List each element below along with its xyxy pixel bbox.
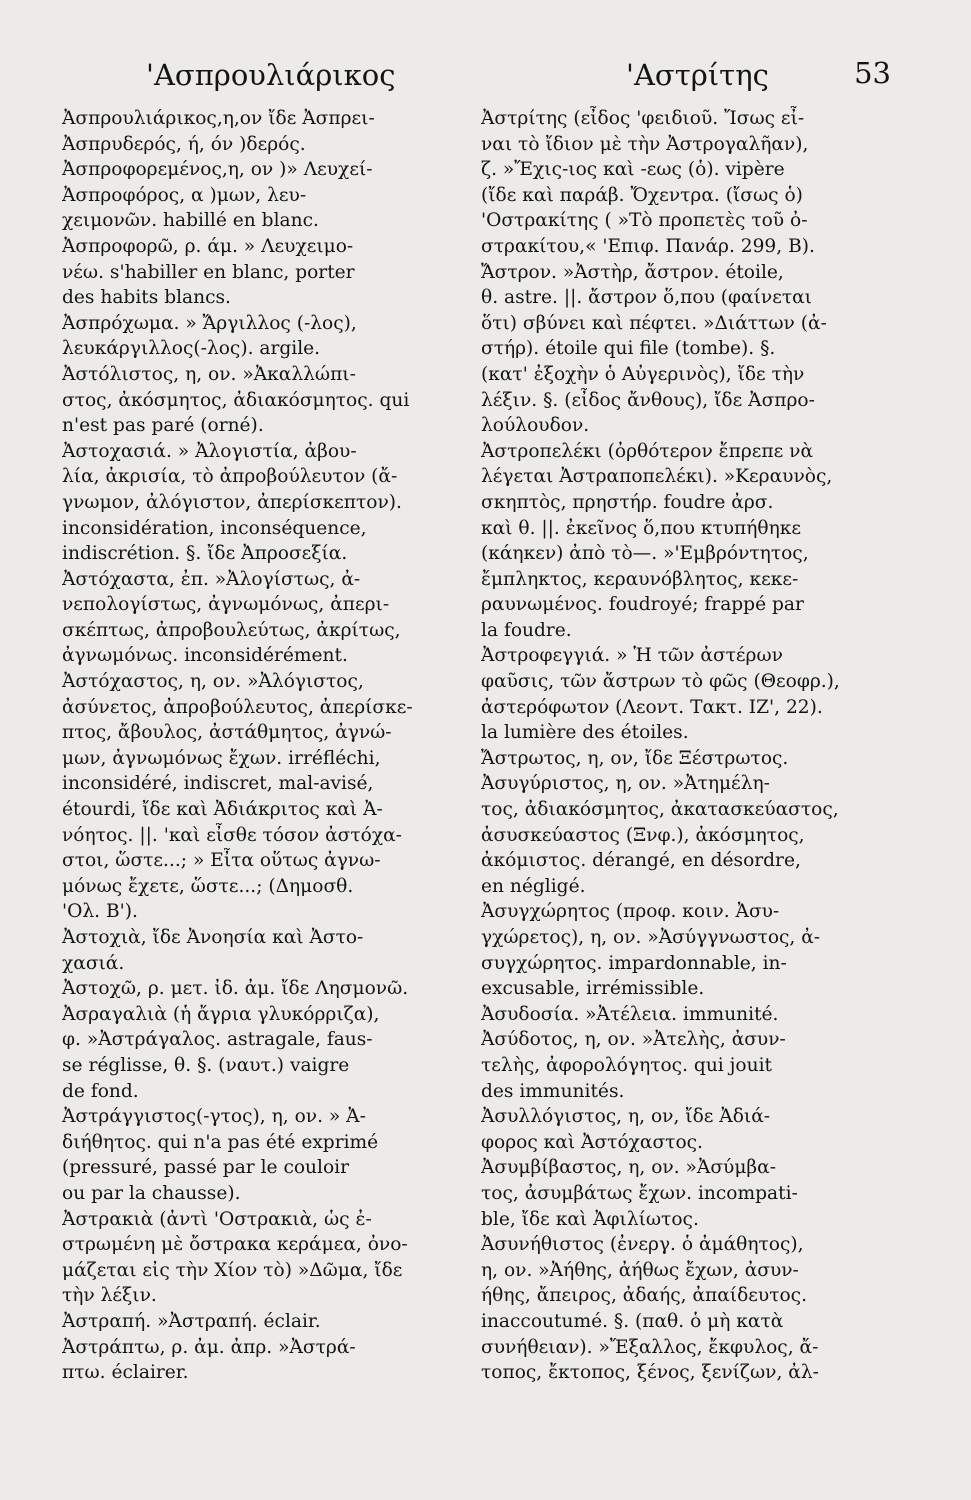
text-line: Ἀστράπτω, ρ. ἀμ. ἀπρ. »Ἀστρά- bbox=[62, 1336, 356, 1358]
text-line: Ἀστόχαστος, η, ον. »Ἀλόγιστος, bbox=[62, 671, 364, 693]
text-line: φαῦσις, τῶν ἄστρων τὸ φῶς (Θεοφρ.), bbox=[481, 671, 840, 693]
text-line: φ. »Ἀστράγαλος. astragale, faus- bbox=[62, 1029, 373, 1051]
text-line: n'est pas paré (orné). bbox=[62, 415, 264, 437]
page-number: 53 bbox=[854, 56, 891, 90]
text-line: χασιά. bbox=[62, 952, 125, 974]
text-line: ἀσύνετος, ἀπροβούλευτος, ἀπερίσκε- bbox=[62, 696, 413, 718]
text-line: Ἀσυγχώρητος (προφ. κοιν. Ἀσυ- bbox=[481, 901, 780, 923]
text-line: νόητος. ||. 'καὶ εἶσθε τόσον ἀστόχα- bbox=[62, 824, 402, 846]
text-line: inconsidération, inconséquence, bbox=[62, 517, 367, 539]
text-line: Ἀστρακιὰ (ἀντὶ 'Οστρακιὰ, ὡς ἐ- bbox=[62, 1208, 372, 1230]
text-line: λευκάργιλλος(-λος). argile. bbox=[62, 338, 321, 360]
text-line: στος, ἀκόσμητος, ἀδιακόσμητος. qui bbox=[62, 389, 410, 411]
text-line: indiscrétion. §. ἴδε Ἀπροσεξία. bbox=[62, 543, 348, 565]
text-line: excusable, irrémissible. bbox=[481, 978, 705, 1000]
text-line: Ἀσπρυδερός, ή, όν )δερός. bbox=[62, 133, 306, 155]
text-line: se réglisse, θ. §. (ναυτ.) vaigre bbox=[62, 1054, 350, 1076]
text-line: Ἀσπροφορεμένος,η, ον )» Λευχεί- bbox=[62, 159, 373, 181]
text-line: ble, ἴδε καὶ Ἀφιλίωτος. bbox=[481, 1208, 699, 1230]
text-line: νέω. s'habiller en blanc, porter bbox=[62, 261, 355, 283]
running-head-left: 'Ασπρουλιάρικος bbox=[146, 58, 396, 92]
text-line: Ἀστόλιστος, η, ον. »Ἀκαλλώπι- bbox=[62, 363, 356, 385]
text-line: des immunités. bbox=[481, 1080, 625, 1102]
text-line: ἀστερόφωτον (Λεοντ. Τακτ. ΙΖ', 22). bbox=[481, 696, 823, 718]
text-line: Ἀσυμβίβαστος, η, ον. »Ἀσύμβα- bbox=[481, 1157, 777, 1179]
text-line: ναι τὸ ἴδιον μὲ τὴν Ἀστρογαλῆαν), bbox=[481, 133, 809, 155]
text-line: Ἄστρωτος, η, ον, ἴδε Ξέστρωτος. bbox=[481, 747, 789, 769]
text-line: πτω. éclairer. bbox=[62, 1362, 189, 1384]
text-line: χειμονῶν. habillé en blanc. bbox=[62, 210, 319, 232]
text-line: Ἀστοχασιά. » Ἀλογιστία, ἀβου- bbox=[62, 440, 357, 462]
text-line: σκέπτως, ἀπροβουλεύτως, ἀκρίτως, bbox=[62, 619, 401, 641]
text-line: ἀσυσκεύαστος (Ξνφ.), ἀκόσμητος, bbox=[481, 824, 805, 846]
text-line: μων, ἀγνωμόνως ἔχων. irréfléchi, bbox=[62, 747, 381, 769]
text-line: Ἀσπρόχωμα. » Ἄργιλλος (-λος), bbox=[62, 312, 357, 334]
text-line: en négligé. bbox=[481, 875, 586, 897]
text-line: η, ον. »Ἀήθης, ἀήθως ἔχων, ἀσυν- bbox=[481, 1259, 799, 1281]
text-columns bbox=[62, 106, 891, 1386]
text-line: des habits blancs. bbox=[62, 287, 231, 309]
text-line: διήθητος. qui n'a pas été exprimé bbox=[62, 1131, 379, 1153]
text-line: de fond. bbox=[62, 1080, 139, 1102]
text-line: inaccoutumé. §. (παθ. ὁ μὴ κατὰ bbox=[481, 1310, 784, 1332]
text-line: μάζεται εἰς τὴν Χίον τὸ) »Δῶμα, ἴδε bbox=[62, 1259, 403, 1281]
text-line: (κάηκεν) ἀπὸ τὸ—. »'Εμβρόντητος, bbox=[481, 543, 809, 565]
text-line: λέξιν. §. (εἶδος ἄνθους), ἴδε Ἀσπρο- bbox=[481, 389, 815, 411]
text-line: étourdi, ἴδε καὶ Ἀδιάκριτος καὶ Ἀ- bbox=[62, 799, 383, 821]
text-line: γνωμον, ἀλόγιστον, ἀπερίσκεπτον). bbox=[62, 491, 402, 513]
running-head bbox=[62, 52, 891, 104]
text-line: (ἴδε καὶ παράβ. Ὄχεντρα. (ἴσως ὁ) bbox=[481, 184, 803, 206]
text-line: ἔμπληκτος, κεραυνόβλητος, κεκε- bbox=[481, 568, 799, 590]
running-head-right: 'Αστρίτης bbox=[626, 58, 769, 92]
text-line: νεπολογίστως, ἀγνωμόνως, ἀπερι- bbox=[62, 594, 390, 616]
text-line: ζ. »Ἔχις-ιος καὶ -εως (ὁ). vipère bbox=[481, 159, 785, 181]
right-column bbox=[481, 106, 880, 1386]
text-line: μόνως ἔχετε, ὥστε...; (Δημοσθ. bbox=[62, 875, 354, 897]
text-line: Ἀστράγγιστος(-γτος), η, ον. » Ἀ- bbox=[62, 1106, 366, 1128]
text-line: ἀκόμιστος. dérangé, en désordre, bbox=[481, 850, 801, 872]
text-line: τὴν λέξιν. bbox=[62, 1285, 157, 1307]
text-line: (pressuré, passé par le couloir bbox=[62, 1157, 350, 1179]
text-line: ὅτι) σβύνει καὶ πέφτει. »Διάττων (ἀ- bbox=[481, 312, 827, 334]
text-line: 'Οστρακίτης ( »Τὸ προπετὲς τοῦ ὀ- bbox=[481, 210, 808, 232]
text-line: Ἀστόχαστα, ἐπ. »Ἀλογίστως, ἀ- bbox=[62, 568, 361, 590]
text-line: σκηπτὸς, πρηστήρ. foudre ἀρσ. bbox=[481, 491, 774, 513]
text-line: ραυνωμένος. foudroyé; frappé par bbox=[481, 594, 804, 616]
text-line: πτος, ἄβουλος, ἀστάθμητος, ἀγνώ- bbox=[62, 722, 392, 744]
text-line: συγχώρητος. impardonnable, in- bbox=[481, 952, 787, 974]
text-line: inconsidéré, indiscret, mal-avisé, bbox=[62, 773, 374, 795]
text-line: la foudre. bbox=[481, 619, 572, 641]
text-line: τοπος, ἔκτοπος, ξένος, ξενίζων, ἀλ- bbox=[481, 1362, 819, 1384]
text-line: ἀγνωμόνως. inconsidérément. bbox=[62, 645, 348, 667]
text-line: στοι, ὥστε...; » Εἶτα οὕτως ἀγνω- bbox=[62, 850, 381, 872]
text-line: ήθης, ἄπειρος, ἀδαής, ἀπαίδευτος. bbox=[481, 1285, 808, 1307]
text-line: στήρ). étoile qui file (tombe). §. bbox=[481, 338, 776, 360]
text-line: Ἀσυνήθιστος (ἐνεργ. ὁ ἀμάθητος), bbox=[481, 1234, 804, 1256]
text-line: συνήθειαν). »Ἔξαλλος, ἔκφυλος, ἄ- bbox=[481, 1336, 819, 1358]
text-line: τελὴς, ἀφορολόγητος. qui jouit bbox=[481, 1054, 773, 1076]
text-line: 'Ολ. Β'). bbox=[62, 901, 138, 923]
text-line: ou par la chausse). bbox=[62, 1182, 241, 1204]
text-line: Ἀστρίτης (εἶδος 'φειδιοῦ. Ἴσως εἶ- bbox=[481, 108, 805, 129]
text-line: θ. astre. ||. ἄστρον ὅ,που (φαίνεται bbox=[481, 287, 812, 309]
text-line: φορος καὶ Ἀστόχαστος. bbox=[481, 1131, 703, 1153]
text-line: καὶ θ. ||. ἐκεῖνος ὅ,που κτυπήθηκε bbox=[481, 517, 801, 539]
text-line: λία, ἀκρισία, τὸ ἀπροβούλευτον (ἄ- bbox=[62, 466, 398, 488]
text-line: Ἀσπροφορῶ, ρ. άμ. » Λευχειμο- bbox=[62, 235, 354, 257]
text-line: Ἀσυλλόγιστος, η, ον, ἴδε Ἀδιά- bbox=[481, 1106, 771, 1128]
text-line: Ἀσυδοσία. »Ἀτέλεια. immunité. bbox=[481, 1003, 779, 1025]
text-line: (κατ' ἐξοχὴν ὁ Αὐγερινὸς), ἴδε τὴν bbox=[481, 363, 805, 385]
text-line: τος, ἀδιακόσμητος, ἀκατασκεύαστος, bbox=[481, 799, 839, 821]
text-line: Ἀστροφεγγιά. » Ἡ τῶν ἀστέρων bbox=[481, 645, 783, 667]
text-line: Ἀσυγύριστος, η, ον. »Ἀτημέλη- bbox=[481, 773, 770, 795]
text-line: la lumière des étoiles. bbox=[481, 722, 689, 744]
text-line: Ἀστροπελέκι (ὀρθότερον ἔπρεπε νὰ bbox=[481, 440, 814, 462]
text-line: Ἀστραπή. »Ἀστραπή. éclair. bbox=[62, 1310, 321, 1332]
text-line: στρακίτου,« 'Επιφ. Πανάρ. 299, Β). bbox=[481, 235, 815, 257]
text-line: Ἀσπροφόρος, α )μων, λευ- bbox=[62, 184, 307, 206]
text-line: λέγεται Ἀστραποπελέκι). »Κεραυνὸς, bbox=[481, 466, 833, 488]
text-line: Ἄστρον. »Ἀστὴρ, ἄστρον. étoile, bbox=[481, 261, 784, 283]
text-line: Ἀσπρουλιάρικος,η,ον ἴδε Ἀσπρει- bbox=[62, 108, 375, 129]
left-column bbox=[62, 106, 461, 1386]
text-line: γχώρετος), η, ον. »Ἀσύγγνωστος, ἀ- bbox=[481, 927, 821, 948]
text-line: Ἀσύδοτος, η, ον. »Ἀτελὴς, ἀσυν- bbox=[481, 1029, 786, 1051]
text-line: Ἀστοχῶ, ρ. μετ. ἰδ. ἀμ. ἴδε Λησμονῶ. bbox=[62, 978, 409, 1000]
text-line: στρωμένη μὲ ὄστρακα κεράμεα, ὀνο- bbox=[62, 1234, 408, 1256]
text-line: τος, ἀσυμβάτως ἔχων. incompati- bbox=[481, 1182, 798, 1204]
text-line: Ἀστοχιὰ, ἴδε Ἀνοησία καὶ Ἀστο- bbox=[62, 927, 364, 948]
text-line: λούλουδον. bbox=[481, 415, 590, 437]
text-line: Ἀσραγαλιὰ (ἡ ἄγρια γλυκόρριζα), bbox=[62, 1003, 380, 1025]
